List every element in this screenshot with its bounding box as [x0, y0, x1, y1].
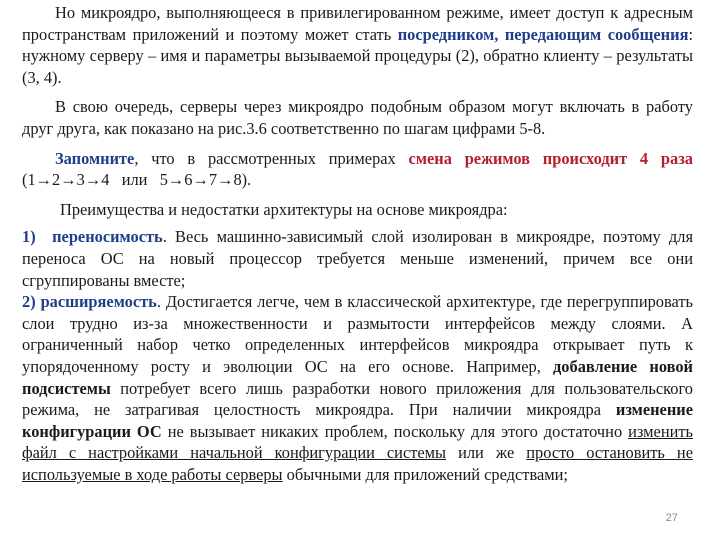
text: : нужному серверу – имя и параметры вызываемой процедуры (2), обратно клиенту – результаты (3, 4).: [22, 24, 693, 87]
term-extensibility: расширяемость: [40, 292, 157, 312]
term-portability: переносимость: [52, 227, 163, 247]
highlight-mediator: посредником, передающим сообщения: [397, 24, 689, 44]
paragraph-remember: [22, 148, 698, 191]
list-number: 1): [22, 227, 36, 247]
underlined-stop-servers: просто остановить не используемые в ходе работы серверы: [22, 443, 693, 484]
text: , что в рассмотренных примерах: [134, 148, 409, 168]
list-item-extensibility: [22, 291, 693, 485]
paragraph-servers: [22, 96, 693, 139]
paragraph-kernel-mediator: [22, 2, 693, 88]
text: . Достигается легче, чем в классической архитектуре, где перегруппировать слои трудно из-за множественности и размытости интерфейсов между слоями. А ограниченный набор четко определенных интерфейсов микроядра открывает путь к упорядоченному росту и эволюции ОС на его основе. Например,: [22, 292, 693, 376]
list-item-portability: [22, 226, 693, 291]
text: обычными для приложений средствами;: [282, 464, 568, 484]
page-number: 27: [665, 512, 678, 524]
text: потребует всего лишь разработки нового приложения для пользовательского режима, не затрагивая целостность микроядра. При наличии микроядра: [22, 378, 693, 420]
text: или же: [446, 443, 527, 463]
text: не вызывает никаких проблем, поскольку для этого достаточно: [161, 421, 629, 441]
bold-config-change: изменение конфигурации ОС: [22, 400, 693, 441]
highlight-mode-switch: смена режимов происходит 4 раза: [408, 148, 694, 168]
bold-new-subsystem: добавление новой подсистемы: [22, 356, 693, 398]
text: Но микроядро, выполняющееся в привилегированном режиме, имеет доступ к адресным пространствам приложений и поэтому может стать: [22, 3, 693, 44]
text: Преимущества и недостатки архитектуры на основе микроядра:: [60, 199, 508, 219]
paragraph-pros-cons-heading: [22, 199, 693, 221]
underlined-config-file: изменить файл с настройками начальной конфигурации системы: [22, 421, 693, 463]
list-number: 2): [22, 292, 36, 312]
text: . Весь машинно-зависимый слой изолирован в микроядре, поэтому для переноса ОС на новый процессор требуется меньше изменений, причем все они сгруппированы вместе;: [22, 227, 693, 290]
slide: [0, 2, 720, 542]
text: В свою очередь, серверы через микроядро подобным образом могут включать в работу друг друга, как показано на рис.3.6 соответственно по шагам цифрами 5-8.: [22, 97, 693, 138]
highlight-remember: Запомните: [55, 148, 135, 168]
text: (1→2→3→4 или 5→6→7→8).: [22, 148, 698, 190]
